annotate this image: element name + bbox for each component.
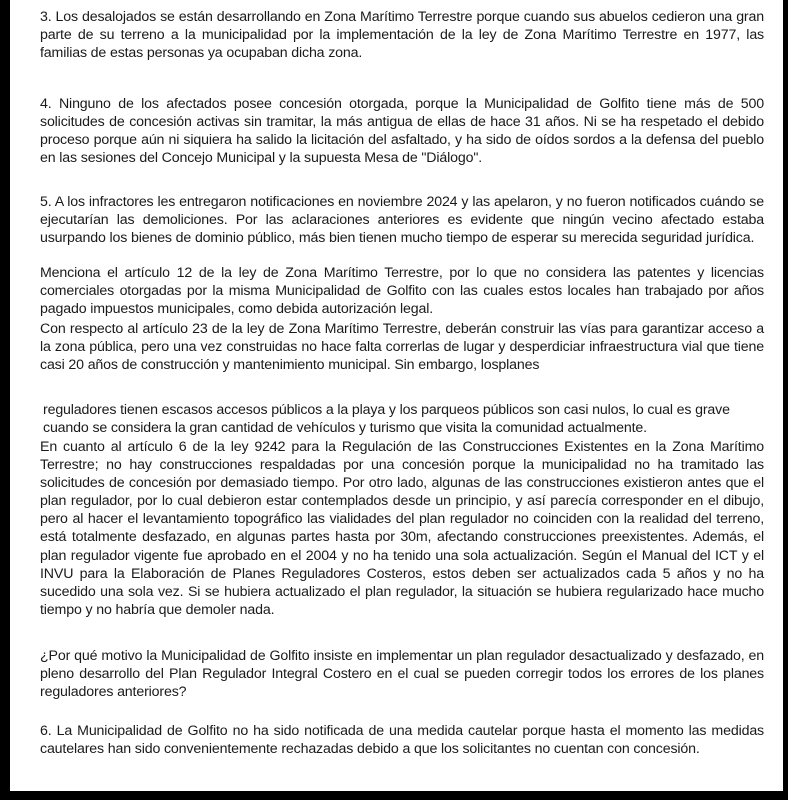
- document-page: [10, 0, 783, 791]
- paragraph-article-23: Con respecto al artículo 23 de la ley de Zona Marítimo Terrestre, deberán construir las vías para garantizar acceso a la zona pública, pero una vez construidas no hace falta correrlas de lugar y desperdiciar infraestructura vial que tiene casi 20 años de construcción y mantenimiento municipal. Sin embargo, losplanes: [40, 321, 764, 374]
- paragraph-item-3: 3. Los desalojados se están desarrollando en Zona Marítimo Terrestre porque cuando sus abuelos cedieron una gran parte de su terreno a la municipalidad por la implementación de la ley de Zona Marítimo Terrestre en 1977, las familias de estas personas ya ocupaban dicha zona.: [40, 9, 764, 62]
- page-break-gap: [10, 379, 783, 389]
- paragraph-item-6: 6. La Municipalidad de Golfito no ha sido notificada de una medida cautelar porque hasta el momento las medidas cautelares han sido convenientemente rechazadas debido a que los solicitantes no cuentan con concesión.: [40, 723, 764, 758]
- paragraph-item-5: 5. A los infractores les entregaron notificaciones en noviembre 2024 y las apelaron, y no fueron notificados cuándo se ejecutarían las demoliciones. Por las aclaraciones anteriores es evidente que ningún vecino afectado estaba usurpando los bienes de dominio público, más bien tienen mucho tiempo de esperar su merecida seguridad jurídica.: [40, 194, 764, 247]
- paragraph-question: ¿Por qué motivo la Municipalidad de Golfito insiste en implementar un plan regulador desactualizado y desfazado, en pleno desarrollo del Plan Regulador Integral Costero en el cual se pueden corregir todos los errores de los planes reguladores anteriores?: [40, 648, 764, 701]
- paragraph-article-6: En cuanto al artículo 6 de la ley 9242 para la Regulación de las Construcciones Existentes en la Zona Marítimo Terrestre; no hay construcciones respaldadas por una concesión porque la municipalidad no ha tramitado las solicitudes de concesión por demasiado tiempo. Por otro lado, algunas de las construcciones existieron antes que el plan regulador, por lo cual debieron estar contemplados desde un principio, y así parecía corresponder en el dibujo, pero al hacer el levantamiento topográfico las vialidades del plan regulador no coinciden con la realidad del terreno, está totalmente desfazado, en algunas partes hasta por 30m, afectando construcciones preexistentes. Además, el plan regulador vigente fue aprobado en el 2004 y no ha tenido una sola actualización. Según el Manual del ICT y el INVU para la Elaboración de Planes Reguladores Costeros, estos deben ser actualizados cada 5 años y no ha sucedido una sola vez. Si se hubiera actualizado el plan regulador, la situación se hubiera regularizado hace mucho tiempo y no habría que demoler nada.: [40, 439, 764, 618]
- paragraph-continuation: reguladores tienen escasos accesos públicos a la playa y los parqueos públicos son casi nulos, lo cual es grave cuando se considera la gran cantidad de vehículos y turismo que visita la comunidad actualmente.: [43, 402, 730, 437]
- paragraph-item-4: 4. Ninguno de los afectados posee concesión otorgada, porque la Municipalidad de Golfito tiene más de 500 solicitudes de concesión activas sin tramitar, la más antigua de ellas de hace 31 años. Ni se ha respetado el debido proceso porque aún ni siquiera ha salido la licitación del asfaltado, y ha sido de oídos sordos a la defensa del pueblo en las sesiones del Concejo Municipal y la supuesta Mesa de "Diálogo".: [40, 96, 764, 167]
- paragraph-article-12: Menciona el artículo 12 de la ley de Zona Marítimo Terrestre, por lo que no considera las patentes y licencias comerciales otorgadas por la misma Municipalidad de Golfito con las cuales estos locales han trabajado por años pagado impuestos municipales, como debida autorización legal.: [40, 265, 764, 318]
